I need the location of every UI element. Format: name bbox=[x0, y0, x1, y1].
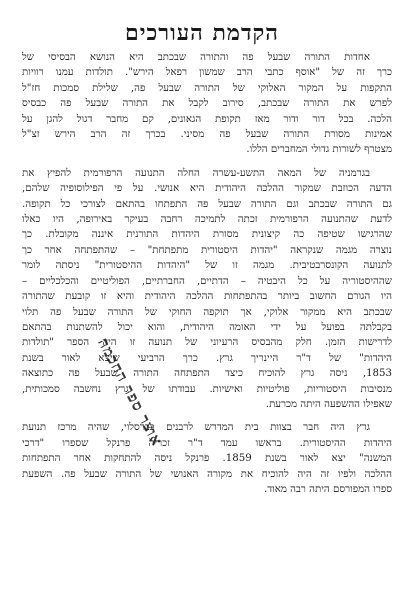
text-line: כרך זה של "אוסף כתבי הרב שמשון רפאל הירש". תולדות עמנו רוויות bbox=[22, 67, 392, 79]
text-line: שההיסטוריה על כל היבטיה – הדתיים, החברתיים, הפוליטיים והכלכליים – bbox=[22, 275, 392, 287]
paragraph bbox=[22, 50, 392, 158]
text-line: לדעת שהתנועה הרפורמית זכתה לתמיכה רחבה בעיקר באירופה, היו כאלו bbox=[22, 214, 392, 226]
library-stamp: אוצר ספר החכמה bbox=[94, 335, 167, 450]
text-line: בקבלתה בפועל על ידי האומה היהודית, והוא יכול להשתנות בהתאם bbox=[22, 321, 392, 333]
text-line: המשנה" יצא לאור בשנת 1859. פרנקל ניסה להתחקות אחר התפתחות bbox=[22, 453, 392, 465]
text-line: ההלכה ולפיו זה היה להוכיח את מקורה האנושי של התורה שבעל פה. השפעת bbox=[22, 468, 392, 480]
text-line: התקפות על המקור האלוקי של התורה שבעל פה, שלילת סמכות חז"ל bbox=[22, 82, 392, 94]
text-line: הדעה הכוזבת שמקור ההלכה היהודית היא אנושי. על פי הפילוסופיה שלהם, bbox=[22, 183, 392, 195]
text-line: לדרישות הזמן. חלק מהבסיס הרעיוני של תנועה זו היה הספר "תולדות bbox=[22, 337, 392, 349]
text-line: היו הגורם החשוב ביותר בהתפתחות ההלכה היהודית והיא זו קובעת שהתורה bbox=[22, 291, 392, 303]
body-text bbox=[22, 50, 392, 505]
text-line: לתנועה הקונסרבטיבית. מגמה זו של "היהדות ההיסטורית" ניסתה לומר bbox=[22, 260, 392, 272]
text-line: מנסיבות היסטוריות, פוליטיות ואישיות. עבודתו של גרץ נחשבה סמכותית, bbox=[22, 383, 392, 395]
text-line: שבכתב היא ממקור אלוקי, אך תוקפה החוקי של התורה שבעל פה תלוי bbox=[22, 306, 392, 318]
text-line: שאפילו ההשפעה היתה מכרעת. bbox=[265, 398, 392, 410]
text-line: מצטרף לשורות גדולי המחברים הללו. bbox=[246, 144, 392, 156]
text-line: בגרמניה של המאה התשע-עשרה החלה התנועה הרפורמית להפיץ את bbox=[22, 167, 370, 179]
text-line: גם התורה שבכתב וגם התורה שבעל פה התפתחו בהתאם לצורכי כל תקופה. bbox=[22, 198, 392, 210]
text-line: גרץ היה חבר בצוות בית המדרש לרבנים בברסלוי, שהיה מרכז תנועת bbox=[22, 422, 370, 434]
text-line: אמינות מסורת התורה שבעל פה מסיני. בכרך זה הרב הירש זצ"ל bbox=[22, 129, 392, 141]
paragraph bbox=[22, 166, 392, 413]
text-line: שהרגישו שטיפה כה קיצונית מסורת היהדות התורנית איננה מקובלת. כך bbox=[22, 229, 392, 241]
text-line: היהדות" של ד"ר היינריך גרץ. כרך הרביעי שיצא לאור בשנת bbox=[22, 352, 392, 364]
text-line: אחדות התורה שבעל פה והתורה שבכתב היא הנושא הבסיסי של bbox=[22, 52, 370, 63]
text-line: לפרש את התורה שבכתב, סירוב לקבל את התורה שבעל פה כבסיס bbox=[22, 98, 392, 110]
paragraph bbox=[22, 420, 392, 497]
text-line: הלכה. בכל דור ודור מאז תקופת הגאונים, קם מחבר דגול להגן על bbox=[22, 113, 392, 125]
text-line: 1853, ניסה גרץ להוכיח כיצד התפתחה התורה שבעל פה כתוצאה bbox=[22, 368, 392, 380]
text-line: נוצרה מגמה שנקראה "יהדות היסטורית מתפתחת" – שהתפתחה אחר כך bbox=[22, 244, 392, 256]
page-title: הקדמת העורכים bbox=[125, 19, 279, 46]
text-line: ספרו המפורסם היתה רבה מאוד. bbox=[264, 483, 392, 495]
text-line: היהדות ההיסטורית. בראשו עמד ד"ר זכריה פרנקל שספרו "דרכי bbox=[22, 437, 392, 449]
